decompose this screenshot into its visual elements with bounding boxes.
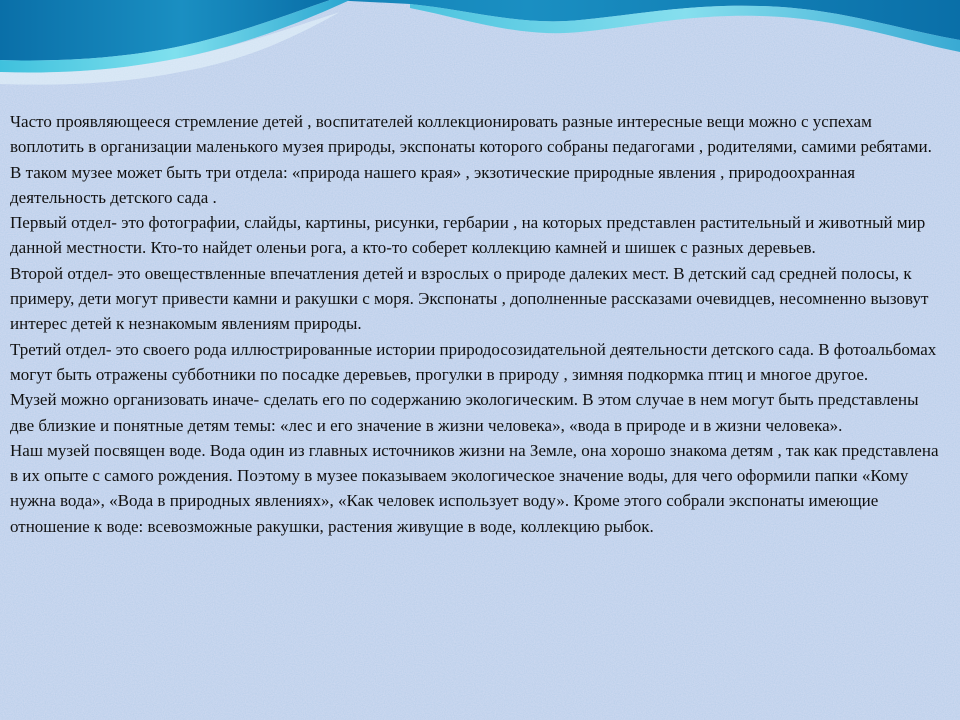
paragraph-second-section: Второй отдел- это овеществленные впечатления детей и взрослых о природе далеких мест. В детский сад средней полосы, к примеру, дети могут привести камни и ракушки с моря. Экспонаты , дополненные рассказами очевидцев, несомненно вызовут интерес детей к незнакомым явлениям природы. [10, 263, 929, 334]
paragraph-intro: Часто проявляющееся стремление детей , воспитателей коллекционировать разные интересные вещи можно с успехам воплотить в организации маленького музея природы, экспонаты которого собраны педагогами , родителями, самими ребятами. В таком музее может быть три отдела: «природа нашего края» , экзотические природные явления , природоохранная деятельность детского сада . [10, 112, 932, 207]
paragraph-first-section: Первый отдел- это фотографии, слайды, картины, рисунки, гербарии , на которых представлен растительный и животный мир данной местности. Кто-то найдет оленьи рога, а кто-то соберет коллекцию камней и шишек с разных деревьев. [10, 213, 926, 258]
paragraph-ecological-museum: Музей можно организовать иначе- сделать его по содержанию экологическим. В этом случае в нем могут быть представлены две близкие и понятные детям темы: «лес и его значение в жизни человека», «вода в природе и в жизни человека». [10, 390, 919, 435]
paragraph-water-museum: Наш музей посвящен воде. Вода один из главных источников жизни на Земле, она хорошо знакома детям , так как представлена в их опыте с самого рождения. Поэтому в музее показываем экологическое значение воды, для чего оформили папки «Кому нужна вода», «Вода в природных явлениях», «Как человек использует воду». Кроме этого собрали экспонаты имеющие отношение к воде: всевозможные ракушки, растения живущие в воде, коллекцию рыбок. [10, 440, 939, 536]
paragraph-third-section: Третий отдел- это своего рода иллюстрированные истории природосозидательной деятельности детского сада. В фотоальбомах могут быть отражены субботники по посадке деревьев, прогулки в природу , зимняя подкормка птиц и многое другое. [10, 339, 937, 384]
slide-body-text [10, 109, 946, 539]
